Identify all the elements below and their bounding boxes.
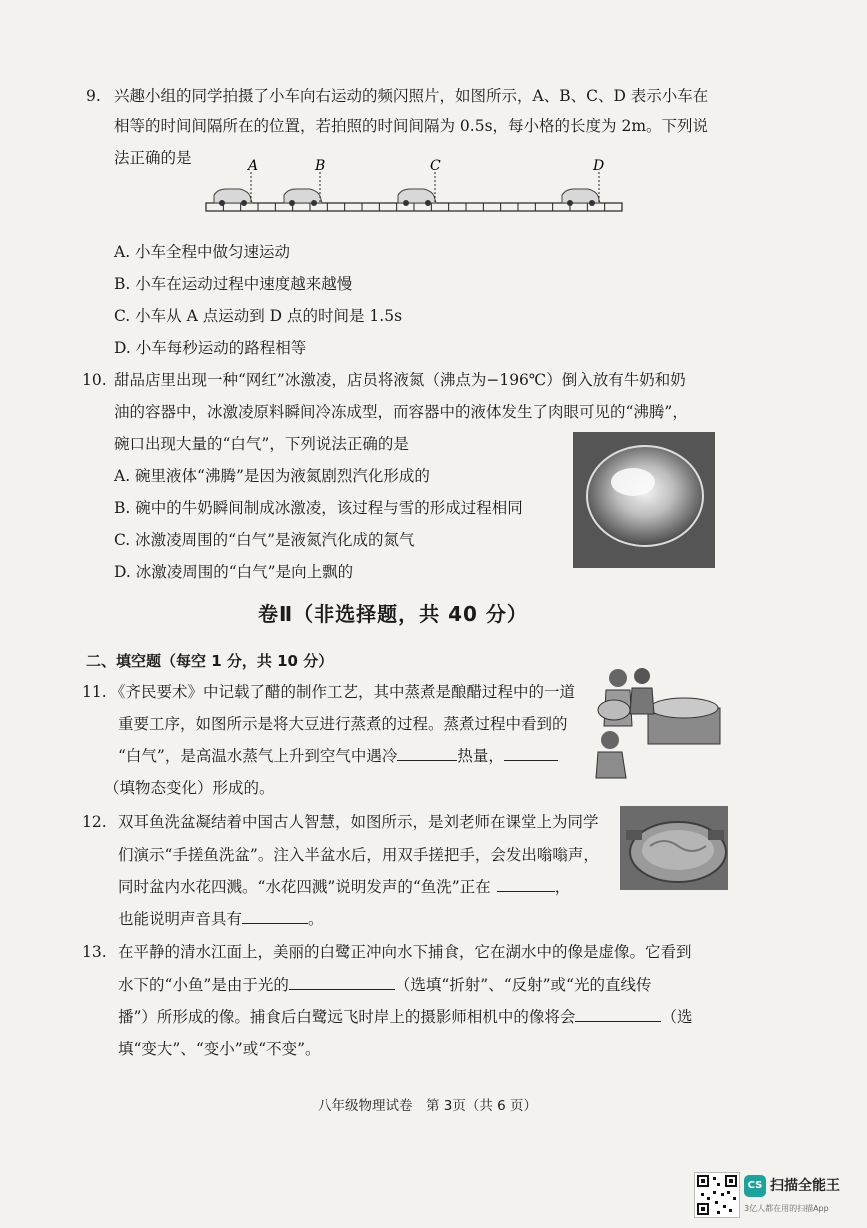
q10-option-d: D. 冰激凌周围的“白气”是向上飘的: [114, 563, 354, 581]
q12-number: 12.: [82, 813, 107, 831]
q13-line2-text: 水下的“小鱼”是由于光的: [118, 976, 289, 994]
q11-blank-2[interactable]: [504, 746, 558, 761]
q12-blank-2[interactable]: [242, 909, 308, 924]
q11-text-line1: 《齐民要术》中记载了醋的制作工艺，其中蒸煮是酿醋过程中的一道: [110, 683, 576, 701]
q10-number: 10.: [82, 371, 107, 389]
q12-line4-tail: 。: [308, 910, 324, 928]
road-track: [206, 203, 622, 211]
q13-text-line3: [118, 1007, 692, 1027]
q12-blank-1[interactable]: [497, 877, 555, 892]
q12-line3-text: 同时盆内水花四溅。“水花四溅”说明发声的“鱼洗”正在: [118, 878, 491, 896]
car-d: [562, 189, 600, 206]
q11-text-line2: 重要工序，如图所示是将大豆进行蒸煮的过程。蒸煮过程中看到的: [118, 715, 568, 733]
q12-text-line1: 双耳鱼洗盆凝结着中国古人智慧，如图所示，是刘老师在课堂上为同学: [118, 813, 599, 831]
marker-a-label: A: [248, 158, 259, 174]
q9-option-a: A. 小车全程中做匀速运动: [114, 243, 291, 261]
q13-text-line1: 在平静的清水江面上，美丽的白鹭正冲向水下捕食，它在湖水中的像是虚像。它看到: [118, 943, 692, 961]
ice-cream-photo: [573, 432, 715, 568]
q9-number: 9.: [86, 87, 101, 105]
q12-text-line4: [118, 909, 324, 929]
q10-text-line2: 油的容器中，冰激凌原料瞬间冷冻成型，而容器中的液体发生了肉眼可见的“沸腾”，: [114, 403, 688, 421]
q11-text-line4: （填物态变化）形成的。: [104, 779, 275, 797]
q11-text-line3: [118, 746, 558, 766]
q9-text-line2: 相等的时间间隔所在的位置，若拍照的时间间隔为 0.5s，每小格的长度为 2m。下列说: [114, 117, 709, 135]
q13-line3-text: 播”）所形成的像。捕食后白鹭远飞时岸上的摄影师相机中的像将会: [118, 1008, 576, 1026]
q12-text-line2: 们演示“手搓鱼洗盆”。注入半盆水后，用双手搓把手，会发出嗡嗡声，: [118, 846, 599, 864]
q13-line2-tail: （选填“折射”、“反射”或“光的直线传: [394, 976, 652, 994]
marker-b-label: B: [315, 158, 326, 174]
q13-blank-1[interactable]: [289, 975, 395, 990]
q11-number: 11.: [82, 683, 107, 701]
section-title: 卷Ⅱ（非选择题，共 40 分）: [258, 602, 528, 626]
fish-basin-photo: [620, 806, 728, 890]
marker-d-label: D: [593, 158, 605, 174]
car-c: [398, 189, 436, 206]
q10-option-a: A. 碗里液体“沸腾”是因为液氮剧烈汽化形成的: [114, 467, 430, 485]
car-b: [284, 189, 322, 206]
scanner-tagline: 3亿人都在用的扫描App: [744, 1204, 829, 1213]
q12-text-line3: [118, 877, 570, 897]
car-a: [214, 189, 252, 206]
q9-option-b: B. 小车在运动过程中速度越来越慢: [114, 275, 353, 293]
part-title: 二、填空题（每空 1 分，共 10 分）: [86, 652, 334, 670]
q13-number: 13.: [82, 943, 107, 961]
q10-text-line3: 碗口出现大量的“白气”，下列说法正确的是: [114, 435, 409, 453]
q12-line4-text: 也能说明声音具有: [118, 910, 243, 928]
scanner-brand-name: 扫描全能王: [770, 1178, 840, 1194]
steaming-illustration: [592, 666, 724, 780]
camscanner-logo-icon: CS: [744, 1175, 766, 1197]
page-footer: 八年级物理试卷 第 3页（共 6 页）: [318, 1098, 538, 1114]
q11-line3-tail: 热量，: [457, 747, 504, 765]
q9-option-d: D. 小车每秒运动的路程相等: [114, 339, 307, 357]
q10-text-line1: 甜品店里出现一种“网红”冰激凌，店员将液氮（沸点为−196℃）倒入放有牛奶和奶: [114, 371, 686, 389]
qr-code: [694, 1172, 740, 1218]
q13-text-line2: [118, 975, 651, 995]
q13-text-line4: 填“变大”、“变小”或“不变”。: [118, 1040, 321, 1058]
marker-c-label: C: [430, 158, 441, 174]
strobe-photo-figure: [200, 156, 630, 216]
q9-text-line3: 法正确的是: [114, 149, 192, 167]
q13-line3-tail: （选: [661, 1008, 693, 1026]
q9-text-line1: 兴趣小组的同学拍摄了小车向右运动的频闪照片，如图所示，A、B、C、D 表示小车在: [114, 87, 709, 105]
q10-option-c: C. 冰激凌周围的“白气”是液氮汽化成的氮气: [114, 531, 415, 549]
q11-line3-text: “白气”，是高温水蒸气上升到空气中遇冷: [118, 747, 398, 765]
q10-option-b: B. 碗中的牛奶瞬间制成冰激凌，该过程与雪的形成过程相同: [114, 499, 523, 517]
q9-option-c: C. 小车从 A 点运动到 D 点的时间是 1.5s: [114, 307, 403, 325]
q11-blank-1[interactable]: [397, 746, 457, 761]
q12-line3-tail: ，: [554, 878, 571, 896]
q13-blank-2[interactable]: [575, 1007, 661, 1022]
